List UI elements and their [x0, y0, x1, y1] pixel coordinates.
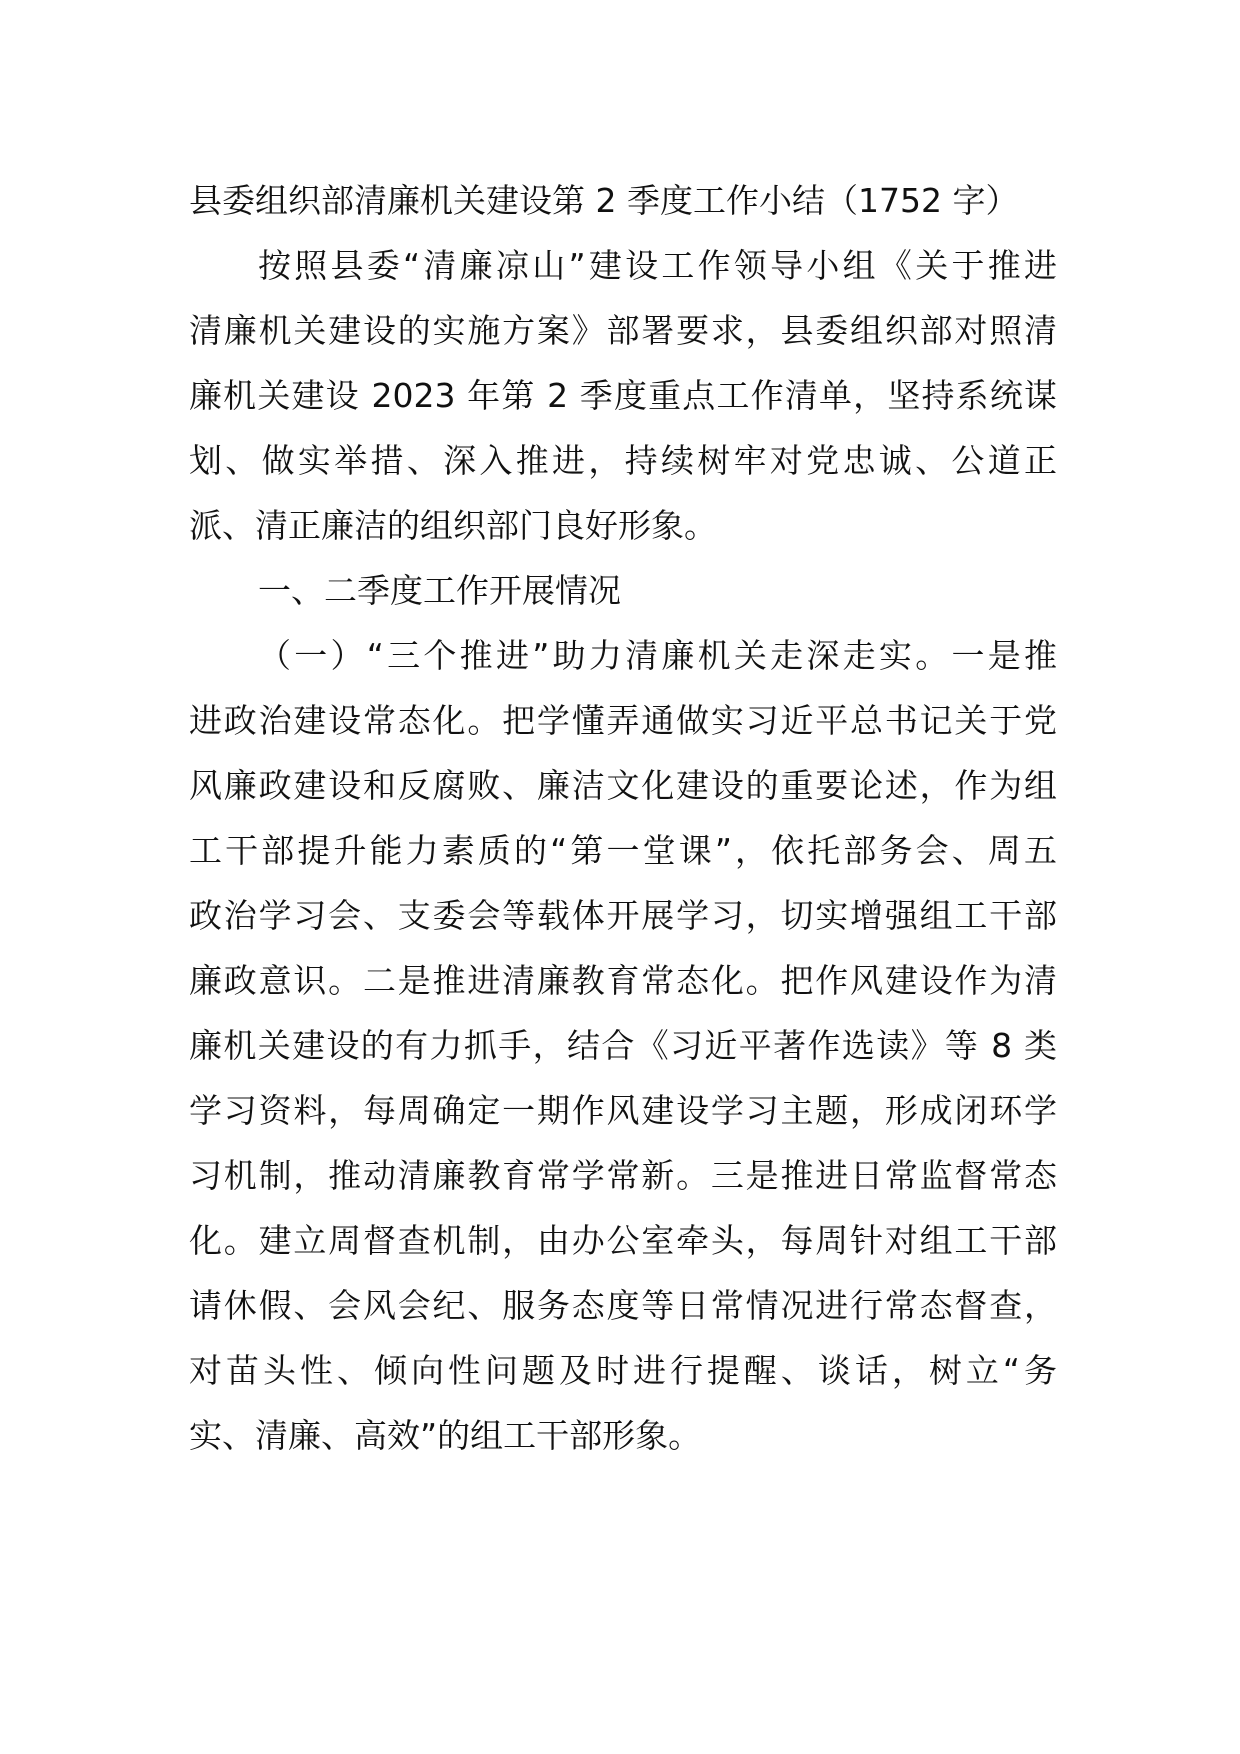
- text-line: 划、做实举措、深入推进，持续树牢对党忠诚、公道正: [189, 441, 1057, 480]
- text-line: 廉机关建设的有力抓手，结合《习近平著作选读》等 8 类: [189, 1026, 1057, 1065]
- text-line: 进政治建设常态化。把学懂弄通做实习近平总书记关于党: [189, 701, 1057, 740]
- document-body: [189, 233, 1057, 1468]
- text-line: 派、清正廉洁的组织部门良好形象。: [189, 506, 717, 545]
- text-line: 学习资料，每周确定一期作风建设学习主题，形成闭环学: [189, 1091, 1057, 1130]
- section-heading: [189, 558, 1057, 623]
- paragraph: [189, 233, 1057, 558]
- text-line: 廉政意识。二是推进清廉教育常态化。把作风建设作为清: [189, 961, 1057, 1000]
- text-line: 廉机关建设 2023 年第 2 季度重点工作清单，坚持系统谋: [189, 376, 1057, 415]
- text-line: （一）“三个推进”助力清廉机关走深走实。一是推: [258, 636, 1057, 675]
- text-line: 按照县委“清廉凉山”建设工作领导小组《关于推进: [258, 246, 1057, 285]
- document-title: 县委组织部清廉机关建设第 2 季度工作小结（1752 字）: [189, 181, 1019, 220]
- document-page: [189, 168, 1057, 1468]
- paragraph: [189, 623, 1057, 1468]
- text-line: 请休假、会风会纪、服务态度等日常情况进行常态督查，: [189, 1286, 1057, 1325]
- text-line: 习机制，推动清廉教育常学常新。三是推进日常监督常态: [189, 1156, 1057, 1195]
- text-line: 风廉政建设和反腐败、廉洁文化建设的重要论述，作为组: [189, 766, 1057, 805]
- text-line: 工干部提升能力素质的“第一堂课”，依托部务会、周五: [189, 831, 1057, 870]
- text-line: 清廉机关建设的实施方案》部署要求，县委组织部对照清: [189, 311, 1057, 350]
- text-line: 化。建立周督查机制，由办公室牵头，每周针对组工干部: [189, 1221, 1057, 1260]
- text-line: 一、二季度工作开展情况: [258, 571, 621, 610]
- text-line: 对苗头性、倾向性问题及时进行提醒、谈话，树立“务: [189, 1351, 1057, 1390]
- text-line: 实、清廉、高效”的组工干部形象。: [189, 1416, 702, 1455]
- text-line: 政治学习会、支委会等载体开展学习，切实增强组工干部: [189, 896, 1057, 935]
